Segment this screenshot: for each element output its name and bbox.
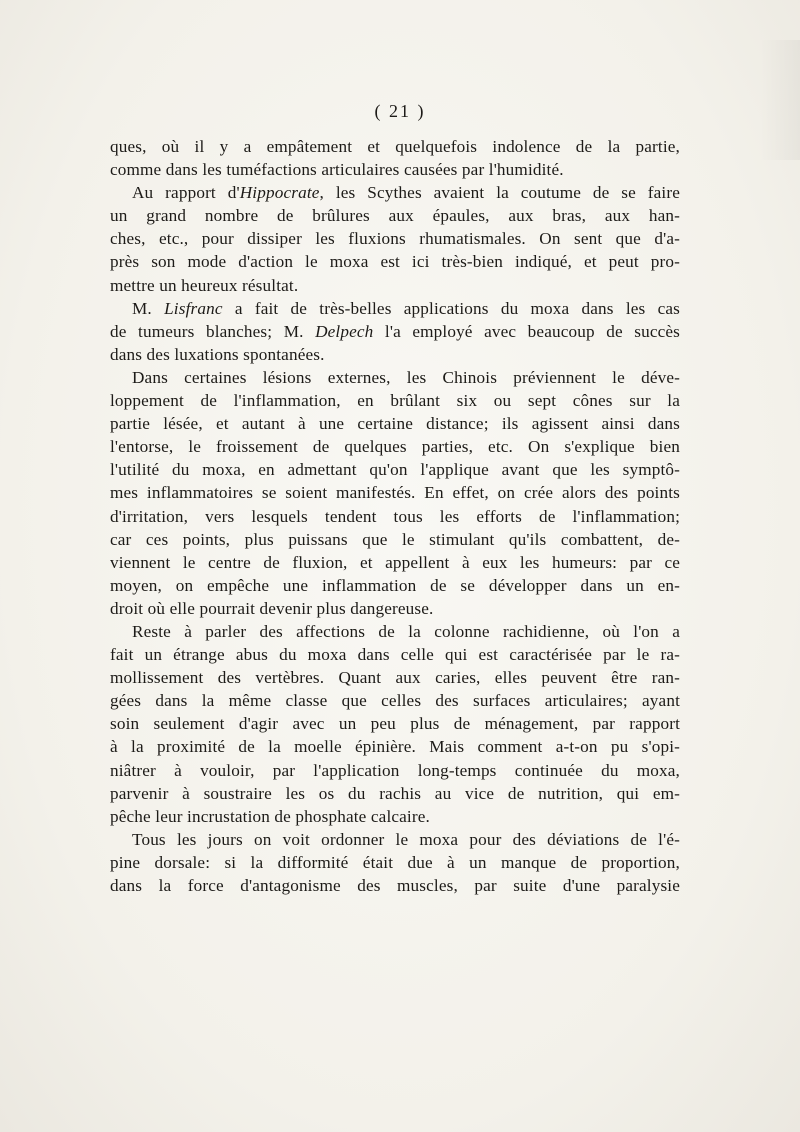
text-line: droit où elle pourrait devenir plus dangereuse. (110, 598, 434, 618)
text-line: de tumeurs blanches; M. Delpech l'a employé avec beaucoup de succès (110, 321, 681, 341)
text-line: car ces points, plus puissans que le stimulant qu'ils combattent, de- (110, 529, 680, 549)
text-line: loppement de l'inflammation, en brûlant six ou sept cônes sur la (110, 391, 680, 411)
text-line: à la proximité de la moelle épinière. Mais comment a-t-on pu s'opi- (110, 737, 680, 757)
text-line: un grand nombre de brûlures aux épaules, aux bras, aux han- (110, 206, 680, 226)
text-line: l'entorse, le froissement de quelques parties, etc. On s'explique bien (110, 437, 680, 457)
text-line: Tous les jours on voit ordonner le moxa pour des déviations de l'é- (132, 829, 680, 849)
text-line: Dans certaines lésions externes, les Chinois préviennent le déve- (132, 367, 680, 387)
body-text (110, 135, 680, 897)
text-line: partie lésée, et autant à une certaine distance; ils agissent ainsi dans (110, 414, 680, 434)
text-line: niâtrer à vouloir, par l'application long-temps continuée du moxa, (110, 760, 680, 780)
text-line: gées dans la même classe que celles des surfaces articulaires; ayant (110, 691, 680, 711)
text-line: pine dorsale: si la difformité était due à un manque de proportion, (110, 852, 680, 872)
text-line: viennent le centre de fluxion, et appellent à eux les humeurs: par ce (110, 552, 680, 572)
page-edge-shadow (760, 40, 800, 160)
text-line: ches, etc., pour dissiper les fluxions rhumatismales. On sent que d'a- (110, 229, 680, 249)
text-line: M. Lisfranc a fait de très-belles applications du moxa dans les cas (132, 298, 680, 318)
text-line: d'irritation, vers lesquels tendent tous les efforts de l'inflammation; (110, 506, 680, 526)
text-line: fait un étrange abus du moxa dans celle qui est caractérisée par le ra- (110, 645, 680, 665)
text-line: dans des luxations spontanées. (110, 344, 325, 364)
text-line: moyen, on empêche une inflammation de se développer dans un en- (110, 575, 680, 595)
text-line: comme dans les tuméfactions articulaires causées par l'humidité. (110, 160, 564, 180)
text-line: dans la force d'antagonisme des muscles, par suite d'une paralysie (110, 876, 680, 895)
text-line: Reste à parler des affections de la colonne rachidienne, où l'on a (132, 621, 680, 641)
text-line: Au rapport d'Hippocrate, les Scythes avaient la coutume de se faire (132, 183, 681, 203)
text-line: mes inflammatoires se soient manifestés. En effet, on crée alors des points (110, 483, 680, 503)
text-line: l'utilité du moxa, en admettant qu'on l'applique avant que les symptô- (110, 460, 680, 480)
text-line: ques, où il y a empâtement et quelquefois indolence de la partie, (110, 137, 680, 156)
page-number: ( 21 ) (374, 101, 426, 121)
text-line: près son mode d'action le moxa est ici très-bien indiqué, et peut pro- (110, 252, 680, 272)
text-line: mollissement des vertèbres. Quant aux caries, elles peuvent être ran- (110, 668, 680, 688)
text-line: mettre un heureux résultat. (110, 275, 299, 295)
text-line: parvenir à soustraire les os du rachis au vice de nutrition, qui em- (110, 783, 680, 803)
text-line: soin seulement d'agir avec un peu plus de ménagement, par rapport (110, 714, 680, 734)
text-line: pêche leur incrustation de phosphate calcaire. (110, 806, 430, 826)
